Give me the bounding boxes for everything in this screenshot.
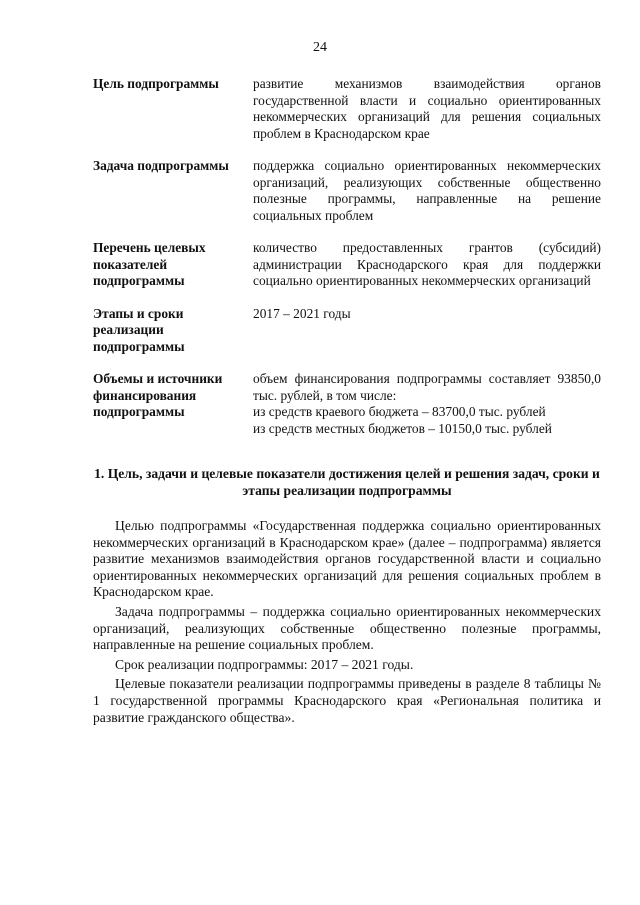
passport-value-line: развитие механизмов взаимодействия органов государственной власти и социально ориентированных некоммерческих организаций для решения социальных проблем в Краснодарском крае	[253, 76, 601, 141]
passport-label: Задача подпрограммы	[93, 158, 229, 173]
paragraph: Целевые показатели реализации подпрограммы приведены в разделе 8 таблицы № 1 государственной программы Краснодарского края «Региональная политика и развитие гражданского общества».	[93, 676, 601, 725]
paragraph: Срок реализации подпрограммы: 2017 – 2021 годы.	[115, 656, 414, 672]
passport-label: Цель подпрограммы	[93, 76, 219, 91]
passport-label: Перечень целевых показателей подпрограммы	[93, 240, 206, 288]
passport-label: Этапы и сроки реализации подпрограммы	[93, 305, 185, 354]
section-body	[93, 518, 601, 729]
passport-value	[253, 306, 601, 356]
passport-value	[253, 240, 601, 290]
passport-value-line: из средств краевого бюджета – 83700,0 тыс. рублей	[253, 404, 546, 419]
subprogram-passport-table	[93, 76, 601, 453]
passport-value-line: поддержка социально ориентированных некоммерческих организаций, реализующих собственные общественно полезные программы, направленные на решение социальных проблем	[253, 158, 601, 223]
passport-value-line: количество предоставленных грантов (субсидий) администрации Краснодарского края для поддержки социально ориентированных некоммерческих организаций	[253, 240, 601, 288]
passport-row-stages	[93, 306, 601, 356]
section-heading: 1. Цель, задачи и целевые показатели достижения целей и решения задач, сроки и этапы реализации подпрограммы	[94, 466, 600, 498]
passport-row-task	[93, 158, 601, 224]
passport-value-line: объем финансирования подпрограммы составляет 93850,0 тыс. рублей, в том числе:	[253, 371, 601, 403]
paragraph: Задача подпрограммы – поддержка социально ориентированных некоммерческих организаций, реализующих собственные общественно полезные программы, направленные на решение социальных проблем.	[93, 603, 601, 653]
paragraph: Целью подпрограммы «Государственная поддержка социально ориентированных некоммерческих организаций в Краснодарском крае» (далее – подпрограмма) является развитие механизмов взаимодействия органов государственной власти и социально ориентированных некоммерческих организаций для решения социальных проблем в Краснодарском крае.	[93, 518, 601, 600]
passport-row-goal	[93, 76, 601, 142]
passport-value-line: из средств местных бюджетов – 10150,0 тыс. рублей	[253, 420, 552, 436]
passport-label: Объемы и источники финансирования подпрограммы	[93, 371, 223, 419]
passport-value-line: 2017 – 2021 годы	[253, 305, 351, 321]
passport-row-funding	[93, 371, 601, 437]
passport-value	[253, 371, 601, 437]
passport-value	[253, 76, 601, 142]
page-number: 24	[313, 40, 327, 55]
passport-value	[253, 158, 601, 224]
passport-row-indicators	[93, 240, 601, 290]
